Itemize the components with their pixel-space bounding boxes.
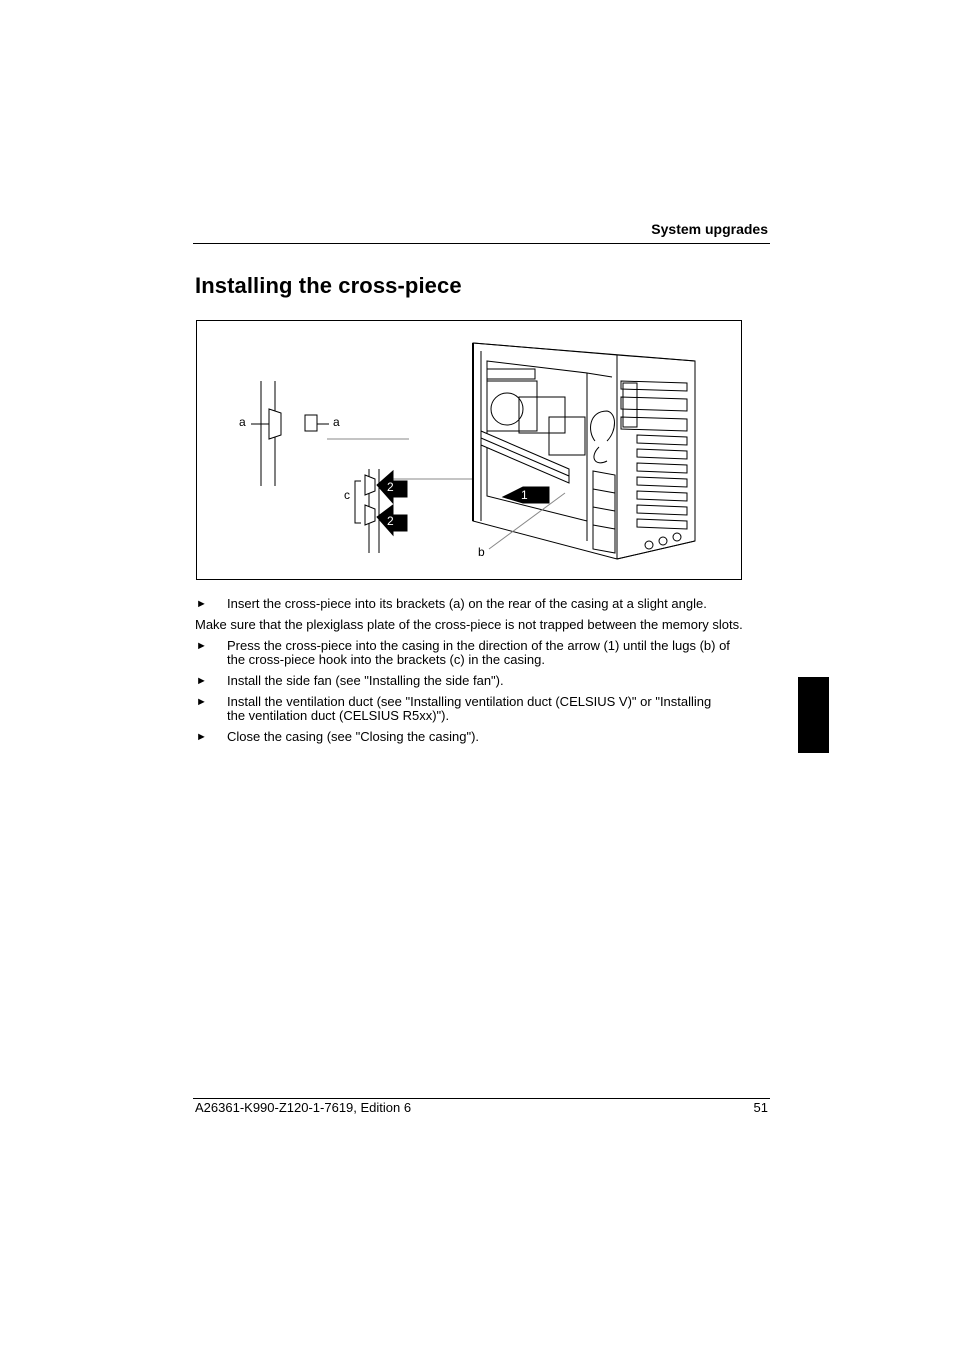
note-text: Make sure that the plexiglass plate of the cross-piece is not trapped between the memory slots. [195,617,743,632]
footer-rule [193,1098,770,1099]
step-text: Insert the cross-piece into its brackets (a) on the rear of the casing at a slight angle. [227,596,707,611]
label-arrow-2-bottom: 2 [387,514,394,528]
header-rule [193,243,770,244]
cross-piece-illustration [197,321,743,581]
step-bullet: ► [196,598,207,610]
step-bullet: ► [196,731,207,743]
step-text: Press the cross-piece into the casing in the direction of the arrow (1) until the lugs (b) of the cross-piece hook into the brackets (c) in the casing. [227,638,730,667]
chapter-tab-marker [798,677,829,753]
figure-installing-cross-piece [196,320,742,580]
running-header: System upgrades [651,221,768,237]
step-bullet: ► [196,696,207,708]
label-arrow-1: 1 [521,488,528,502]
page-title: Installing the cross-piece [195,273,462,298]
label-arrow-2-top: 2 [387,480,394,494]
step-text: Close the casing (see "Closing the casing"). [227,729,480,744]
step-text: Install the side fan (see "Installing the side fan"). [227,673,504,688]
step-bullet: ► [196,640,207,652]
label-a-right: a [333,415,340,429]
label-c: c [344,488,350,502]
footer-document-id: A26361-K990-Z120-1-7619, Edition 6 [195,1100,412,1115]
label-b: b [478,545,485,559]
label-a-left: a [239,415,246,429]
step-text: Install the ventilation duct (see "Installing ventilation duct (CELSIUS V)" or "Installing the ventilation duct (CELSIUS R5xx)"). [227,694,712,723]
page-number: 51 [753,1100,768,1115]
step-bullet: ► [196,675,207,687]
